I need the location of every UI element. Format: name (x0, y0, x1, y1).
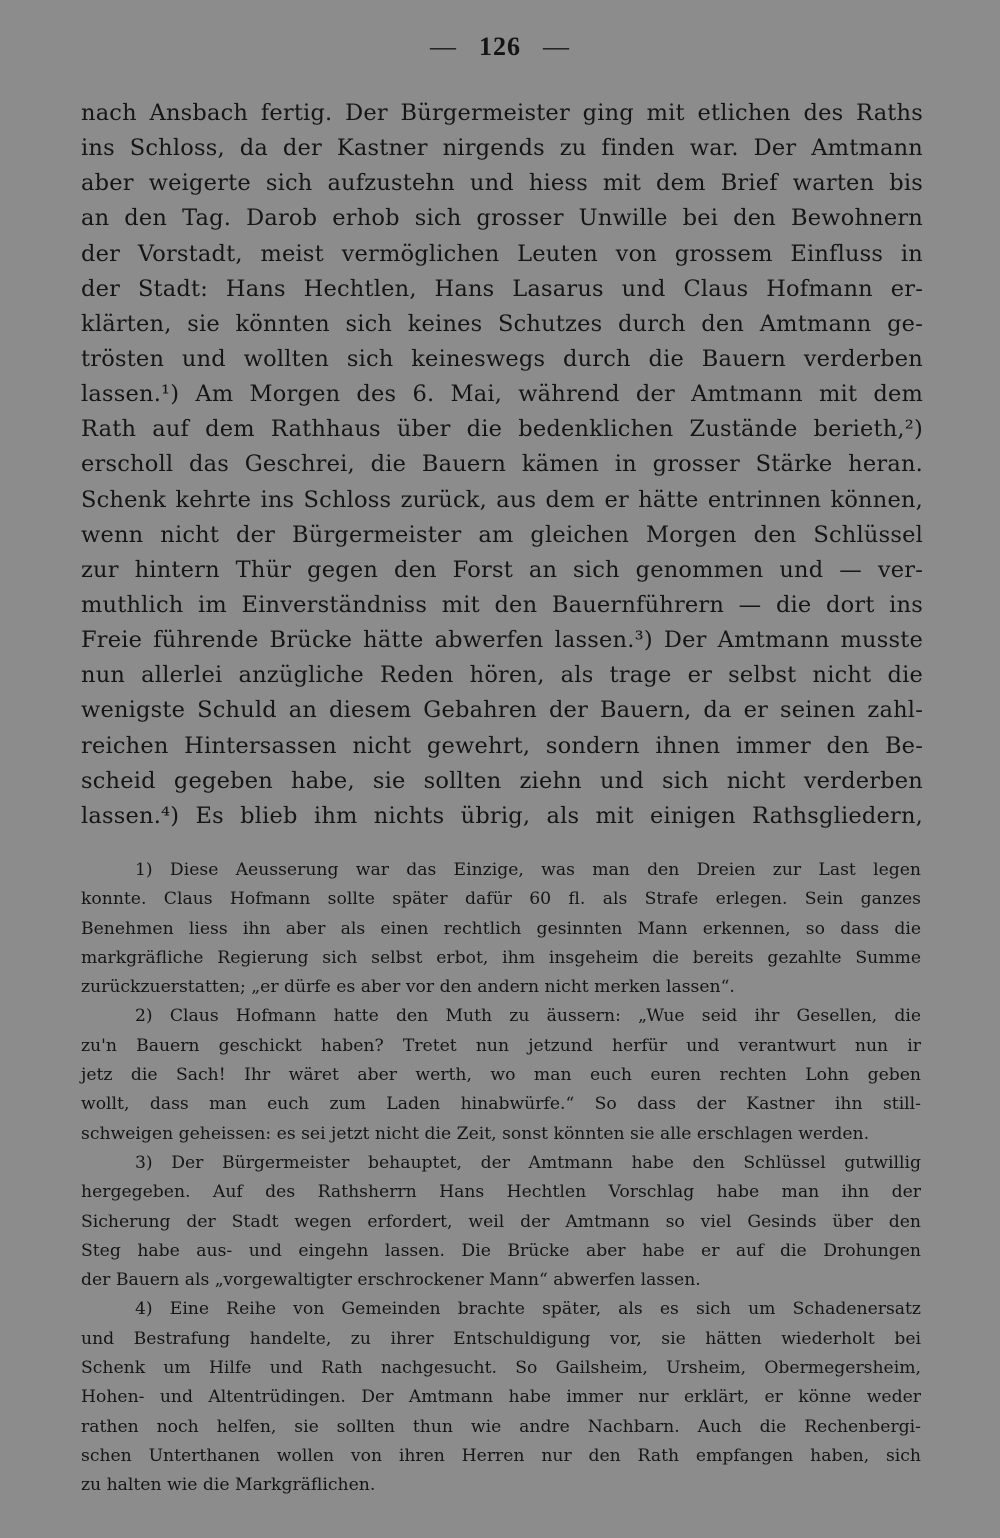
body-line: lassen.¹) Am Morgen des 6. Mai, während der Amtmann mit dem (81, 381, 923, 408)
footnote-1-line: markgräfliche Regierung sich selbst erbot, ihm insgeheim die bereits gezahlte Summe (81, 947, 921, 968)
header-dash-left: — (430, 32, 457, 61)
footnote-3-line: Steg habe aus- und eingehn lassen. Die Brücke aber habe er auf die Drohungen (81, 1240, 921, 1261)
body-line: lassen.⁴) Es blieb ihm nichts übrig, als mit einigen Rathsgliedern, (81, 802, 923, 829)
footnote-1-line: 1) Diese Aeusserung war das Einzige, was man den Dreien zur Last legen (135, 860, 921, 880)
body-line: trösten und wollten sich keineswegs durch die Bauern verderben (81, 345, 923, 372)
footnote-2-line: 2) Claus Hofmann hatte den Muth zu äussern: „Wue seid ihr Gesellen, die (135, 1006, 921, 1027)
body-line: erscholl das Geschrei, die Bauern kämen in grosser Stärke heran. (81, 451, 923, 478)
page-number: 126 (479, 32, 521, 61)
footnote-1-line: konnte. Claus Hofmann sollte später dafür 60 fl. als Strafe erlegen. Sein ganzes (81, 889, 921, 910)
footnote-4-line: und Bestrafung handelte, zu ihrer Entschuldigung vor, sie hätten wiederholt bei (81, 1328, 921, 1349)
footnote-4-line: 4) Eine Reihe von Gemeinden brachte später, als es sich um Schadenersatz (135, 1299, 921, 1320)
footnote-3-line: hergegeben. Auf des Rathsherrn Hans Hechtlen Vorschlag habe man ihn der (81, 1182, 921, 1203)
footnote-2-line: wollt, dass man euch zum Laden hinabwürfe.“ So dass der Kastner ihn still- (81, 1094, 921, 1115)
footnote-2-line: zu'n Bauern geschickt haben? Tretet nun jetzund herfür und verantwurt nun ir (81, 1035, 921, 1056)
footnote-2-line: jetz die Sach! Ihr wäret aber werth, wo man euch euren rechten Lohn geben (81, 1065, 921, 1086)
footnote-4-line: Hohen- und Altentrüdingen. Der Amtmann habe immer nur erklärt, er könne weder (81, 1387, 921, 1408)
body-line: aber weigerte sich aufzustehn und hiess mit dem Brief warten bis (81, 170, 923, 197)
body-line: Schenk kehrte ins Schloss zurück, aus dem er hätte entrinnen können, (81, 486, 923, 513)
body-line: muthlich im Einverständniss mit den Bauernführern — die dort ins (81, 591, 923, 618)
footnote-1-line: zurückzuerstatten; „er dürfe es aber vor den andern nicht merken lassen“. (81, 977, 735, 998)
footnote-3-line: der Bauern als „vorgewaltigter erschrockener Mann“ abwerfen lassen. (81, 1270, 701, 1291)
footnote-3-line: 3) Der Bürgermeister behauptet, der Amtmann habe den Schlüssel gutwillig (135, 1152, 921, 1173)
body-line: der Vorstadt, meist vermöglichen Leuten von grossem Einfluss in (81, 240, 923, 267)
footnote-4-line: zu halten wie die Markgräflichen. (81, 1475, 376, 1496)
body-line: an den Tag. Darob erhob sich grosser Unwille bei den Bewohnern (81, 205, 923, 232)
footnote-2-line: schweigen geheissen: es sei jetzt nicht die Zeit, sonst könnten sie alle erschlagen werden. (81, 1123, 870, 1144)
footnote-1-line: Benehmen liess ihn aber als einen rechtlich gesinnten Mann erkennen, so dass die (81, 918, 921, 939)
body-line: Rath auf dem Rathhaus über die bedenklichen Zustände berieth,²) (81, 416, 923, 443)
body-line: reichen Hintersassen nicht gewehrt, sondern ihnen immer den Be- (81, 732, 923, 759)
footnote-4-line: rathen noch helfen, sie sollten thun wie andre Nachbarn. Auch die Rechenbergi- (81, 1416, 921, 1437)
body-line: klärten, sie könnten sich keines Schutzes durch den Amtmann ge- (81, 310, 923, 337)
body-line: der Stadt: Hans Hechtlen, Hans Lasarus und Claus Hofmann er- (81, 275, 923, 302)
header-dash-right: — (543, 32, 570, 61)
body-line: wenigste Schuld an diesem Gebahren der Bauern, da er seinen zahl- (81, 697, 923, 724)
page-header (0, 32, 1000, 62)
footnote-4-line: schen Unterthanen wollen von ihren Herren nur den Rath empfangen haben, sich (81, 1445, 921, 1466)
body-line: scheid gegeben habe, sie sollten ziehn und sich nicht verderben (81, 767, 923, 794)
main-text (81, 96, 923, 834)
body-line: ins Schloss, da der Kastner nirgends zu finden war. Der Amtmann (81, 135, 923, 162)
footnotes (81, 856, 921, 1501)
footnote-4-line: Schenk um Hilfe und Rath nachgesucht. So Gailsheim, Ursheim, Obermegersheim, (81, 1358, 921, 1379)
body-line: zur hintern Thür gegen den Forst an sich genommen und — ver- (81, 556, 923, 583)
body-line: nun allerlei anzügliche Reden hören, als trage er selbst nicht die (81, 662, 923, 689)
footnote-3-line: Sicherung der Stadt wegen erfordert, weil der Amtmann so viel Gesinds über den (81, 1211, 921, 1232)
body-line: Freie führende Brücke hätte abwerfen lassen.³) Der Amtmann musste (81, 627, 923, 654)
body-line: wenn nicht der Bürgermeister am gleichen Morgen den Schlüssel (81, 521, 923, 548)
body-line: nach Ansbach fertig. Der Bürgermeister ging mit etlichen des Raths (81, 100, 923, 126)
